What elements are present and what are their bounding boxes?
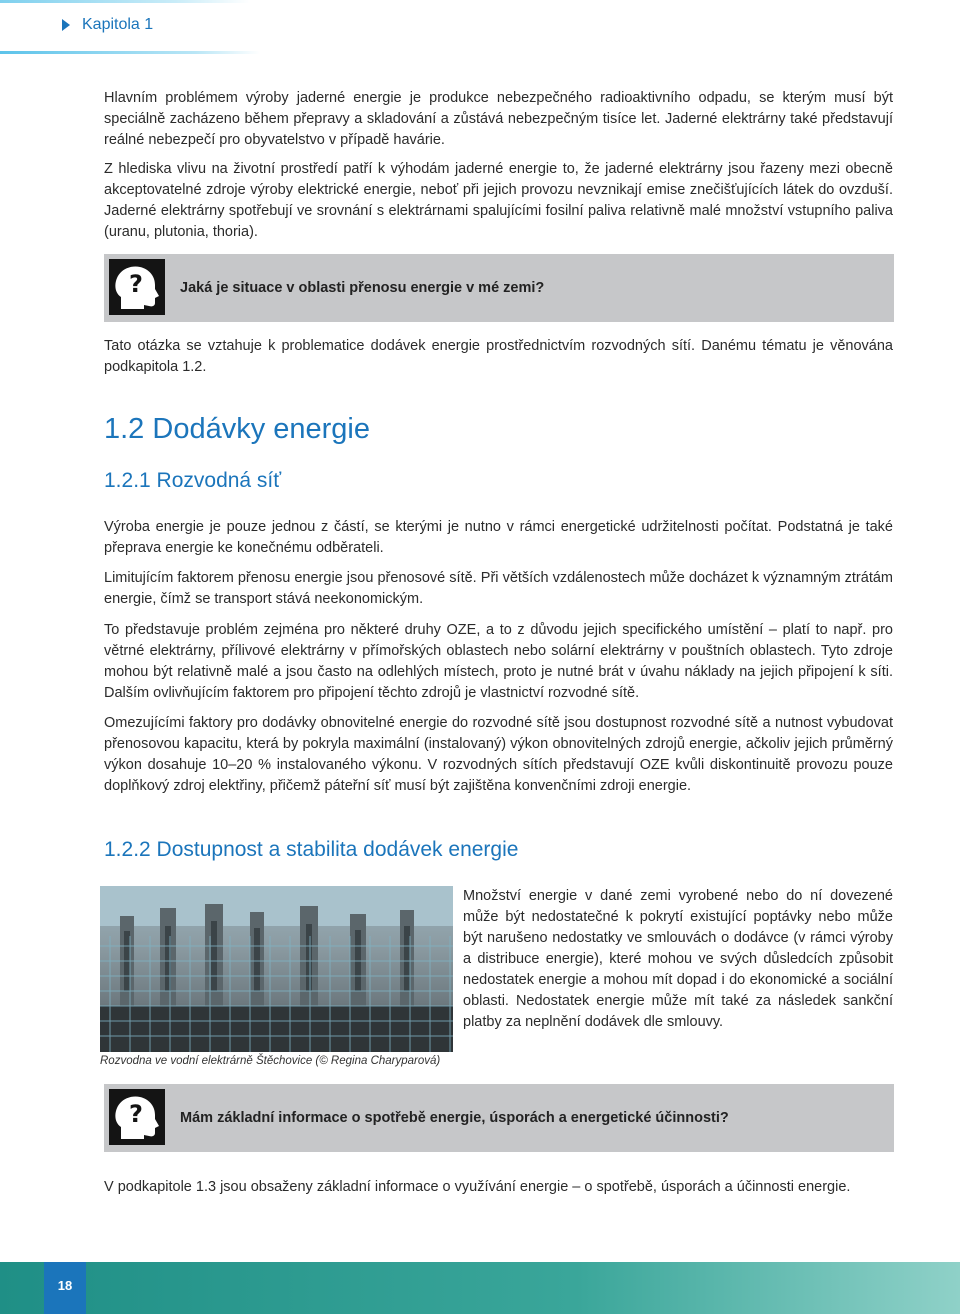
paragraph-nuclear-waste: Hlavním problémem výroby jaderné energie je produkce nebezpečného radioaktivního odpadu, se kterým musí být speciálně zacházeno během přepravy a skladování a zůstává nebezpečným tisíce let. Jaderné elektrárny také představují reálné nebezpečí pro obyvatelstvo v případě havárie.: [104, 90, 893, 148]
paragraph-nuclear-environment: Z hlediska vlivu na životní prostředí patří k výhodám jaderné energie to, že jaderné elektrárny jsou řazeny mezi obecně akceptovatelné zdroje výroby elektrické energie, neboť při jejich provozu nevznikají emise znečišťujících látek do ovzduší. Jaderné elektrárny spotřebují ve srovnání s elektrárnami spalujícími fosilní paliva relativně malé množství vstupního paliva (uranu, plutonia, thoria).: [104, 161, 893, 240]
paragraph-energy-production: Výroba energie je pouze jednou z částí, se kterými je nutno v rámci energetické udržitelnosti počítat. Podstatná je také přeprava energie ke konečnému odběrateli.: [104, 519, 893, 556]
substation-photo: [100, 886, 453, 1052]
question-text: Mám základní informace o spotřebě energie, úsporách a energetické účinnosti?: [180, 1110, 729, 1126]
page-number-box: [44, 1262, 86, 1314]
head-question-mark-icon: [109, 259, 165, 315]
svg-text:?: ?: [129, 1100, 143, 1128]
chapter-label: Kapitola 1: [82, 16, 154, 33]
header-top-rule: [0, 0, 250, 3]
question-text: Jaká je situace v oblasti přenosu energie v mé zemi?: [180, 280, 545, 296]
subsection-heading-grid: 1.2.1 Rozvodná síť: [104, 469, 282, 492]
head-question-mark-icon: [109, 1089, 165, 1145]
question-box: [104, 254, 894, 322]
figure-caption: Rozvodna ve vodní elektrárně Štěchovice (© Regina Charyparová): [100, 1055, 441, 1067]
section-heading: 1.2 Dodávky energie: [104, 413, 370, 445]
page-number: 18: [57, 1278, 73, 1293]
paragraph-oze-location: To představuje problém zejména pro některé druhy OZE, a to z důvodu jejich specifického umístění – platí to např. pro větrné elektrárny, přílivové elektrárny v přímořských oblastech nebo solární elektrárny v pouštních oblastech. Tyto zdroje mohou být relativně malé a jsou často na odlehlých místech, proto je nutné brát v úvahu náklady na jejich připojení k síti. Dalším ovlivňujícím faktorem pro připojení těchto zdrojů je vlastnictví rozvodné sítě.: [104, 622, 893, 701]
paragraph-supply-shortage: Množství energie v dané zemi vyrobené nebo do ní dovezené může být nedostatečné k pokrytí existující poptávky nebo může být narušeno nedostatky ve smlouvách o dodávce (v rámci výroby a distribuce energie), které mohou ve svých důsledcích způsobit nedostatek energie a mohou mít dopad i do ekonomické a sociální oblasti. Nedostatek energie může mít také za následek sankční platby za neplnění dodávek dle smlouvy.: [463, 888, 893, 1030]
page-header: [0, 0, 960, 60]
question-box: [104, 1084, 894, 1152]
footer-bar: [0, 1262, 960, 1314]
page-footer: [0, 1262, 960, 1314]
svg-text:?: ?: [129, 270, 143, 298]
paragraph-grid-constraints: Omezujícími faktory pro dodávky obnovitelné energie do rozvodné sítě jsou dostupnost rozvodné sítě a nutnost vybudovat přenosovou kapacitu, která by pokryla maximální (instalovaný) výkon obnovitelných zdrojů energie, ačkoliv jejich průměrný výkon dosahuje 10–20 % instalovaného výkonu. V rozvodných sítích představují OZE kvůli diskontinuitě provozu pouze doplňkový zdroj elektřiny, přičemž páteřní síť musí být zajištěna konvenčními zdroji energie.: [104, 715, 893, 794]
triangle-right-icon: [62, 19, 70, 31]
paragraph-chapter-reference: V podkapitole 1.3 jsou obsaženy základní informace o využívání energie – o spotřebě, úsporách a účinnosti energie.: [104, 1179, 851, 1195]
subsection-heading-availability: 1.2.2 Dostupnost a stabilita dodávek energie: [104, 838, 519, 861]
header-bottom-rule: [0, 51, 260, 54]
paragraph-question-answer: Tato otázka se vztahuje k problematice dodávek energie prostřednictvím rozvodných sítí. Danému tématu je věnována podkapitola 1.2.: [104, 338, 893, 375]
paragraph-transmission-limits: Limitujícím faktorem přenosu energie jsou přenosové sítě. Při větších vzdálenostech může docházet k významným ztrátám energie, čímž se transport stává neekonomickým.: [104, 570, 893, 607]
